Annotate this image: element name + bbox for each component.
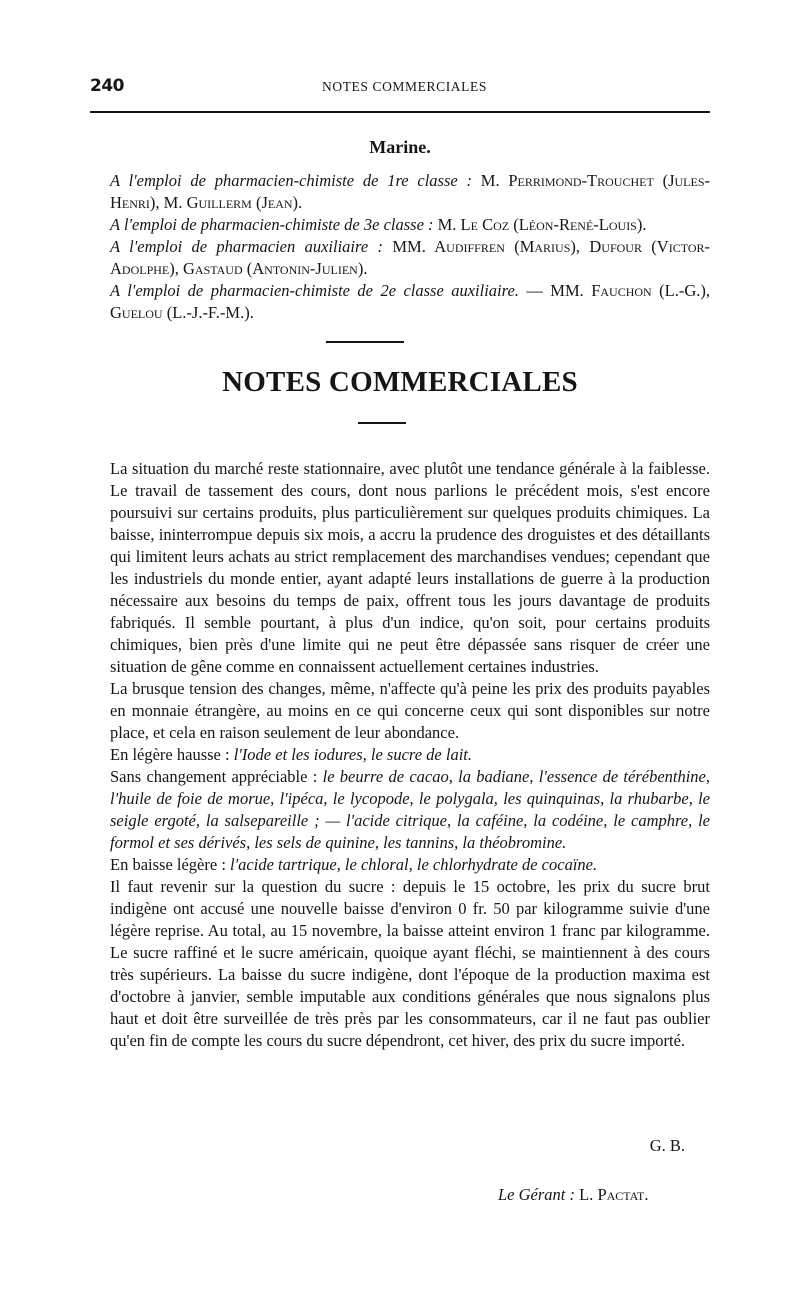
gerant-label: Le Gérant :: [498, 1185, 575, 1204]
author-initials: G. B.: [649, 1136, 685, 1155]
appointment-role: A l'emploi de pharmacien-chimiste de 1re classe :: [110, 171, 472, 190]
appointment-names: MM. Audiffren (Marius), Dufour (Victor-Adolphe), Gastaud (Antonin-Julien).: [110, 237, 710, 278]
gerant-signature: [498, 1185, 648, 1205]
hausse-items: l'Iode et les iodures, le sucre de lait.: [233, 745, 472, 764]
marine-appointments: [110, 170, 710, 324]
appointment-role: A l'emploi de pharmacien-chimiste de 3e classe :: [110, 215, 434, 234]
appointment-names: M. Perrimond-Trouchet (Jules-Henri), M. Guillerm (Jean).: [110, 171, 711, 212]
price-change-hausse: [110, 744, 710, 766]
sans-changement-items: le beurre de cacao, la badiane, l'essence de térébenthine, l'huile de foie de morue, l'ipéca, le lycopode, le polygala, les quinquinas, la rhubarbe, le seigle ergoté, la salsepareille ; — l'acide citrique, la caféine, la codéine, le camphre, le formol et ses dérivés, les sels de quinine, les tannins, la théobromine.: [110, 767, 711, 852]
appointment-entry: [110, 214, 710, 236]
header-rule: [90, 111, 710, 113]
appointment-names: — MM. Fauchon (L.-G.), Guelou (L.-J.-F.-M.).: [110, 281, 711, 322]
sucre-paragraph: Il faut revenir sur la question du sucre : depuis le 15 octobre, les prix du sucre brut indigène ont accusé une nouvelle baisse d'environ 0 fr. 50 par kilogramme suivie d'une légère reprise. Au total, au 15 novembre, la baisse atteint environ 1 franc par kilogramme. Le sucre raffiné et le sucre américain, quoique ayant fléchi, se maintiennent à des cours très supérieurs. La baisse du sucre indigène, dont l'époque de la production maxima est d'octobre à janvier, semble imputable aux conditions générales que nous signalons plus haut et doit être surveillée de très près par les consommateurs, car il ne faut pas oublier qu'en fin de compte les cours du sucre dépendront, cet hiver, des prix du sucre importé.: [110, 877, 710, 1050]
article-title: NOTES COMMERCIALES: [222, 366, 578, 398]
running-title: NOTES COMMERCIALES: [322, 79, 487, 94]
price-change-baisse: [110, 854, 710, 876]
baisse-label: En baisse légère :: [110, 855, 226, 874]
article-body: [110, 458, 710, 1052]
title-divider: [358, 422, 406, 424]
article-paragraph: La brusque tension des changes, même, n'affecte qu'à peine les prix des produits payables en monnaie étrangère, au moins en ce qui concerne ceux qui sont disponibles sur notre place, et cela en raison seulement de leur abondance.: [110, 679, 710, 742]
page-header: [90, 76, 710, 104]
page-number: 240: [90, 76, 124, 96]
price-change-stable: [110, 766, 710, 854]
hausse-label: En légère hausse :: [110, 745, 230, 764]
appointment-role: A l'emploi de pharmacien-chimiste de 2e classe auxiliaire.: [110, 281, 519, 300]
sans-changement-label: Sans changement appréciable :: [110, 767, 318, 786]
appointment-names: M. Le Coz (Léon-René-Louis).: [437, 215, 647, 234]
appointment-entry: [110, 170, 710, 214]
section-heading-marine: Marine.: [369, 137, 431, 157]
gerant-name: L. Pactat.: [579, 1185, 649, 1204]
baisse-items: l'acide tartrique, le chloral, le chlorhydrate de cocaïne.: [230, 855, 598, 874]
appointment-role: A l'emploi de pharmacien auxiliaire :: [110, 237, 383, 256]
appointment-entry: [110, 236, 710, 280]
appointment-entry: [110, 280, 710, 324]
article-paragraph: La situation du marché reste stationnaire, avec plutôt une tendance générale à la faiblesse. Le travail de tassement des cours, dont nous parlions le précédent mois, s'est encore poursuivi sur certains produits, plus particulièrement sur quelques produits chimiques. La baisse, ininterrompue depuis six mois, a accru la prudence des droguistes et des détaillants qui limitent leurs achats au strict remplacement des marchandises vendues; cependant que les industriels du monde entier, ayant adapté leurs installations de guerre à la production nécessaire aux besoins du temps de paix, offrent tous les jours davantage de produits fabriqués. Il semble pourtant, à plus d'un indice, qu'on soit, pour certains produits chimiques, bien près d'une limite qui ne peut être dépassée sans risquer de créer une situation de gêne comme en connaissent actuellement certaines industries.: [110, 459, 710, 676]
section-divider: [326, 341, 404, 343]
